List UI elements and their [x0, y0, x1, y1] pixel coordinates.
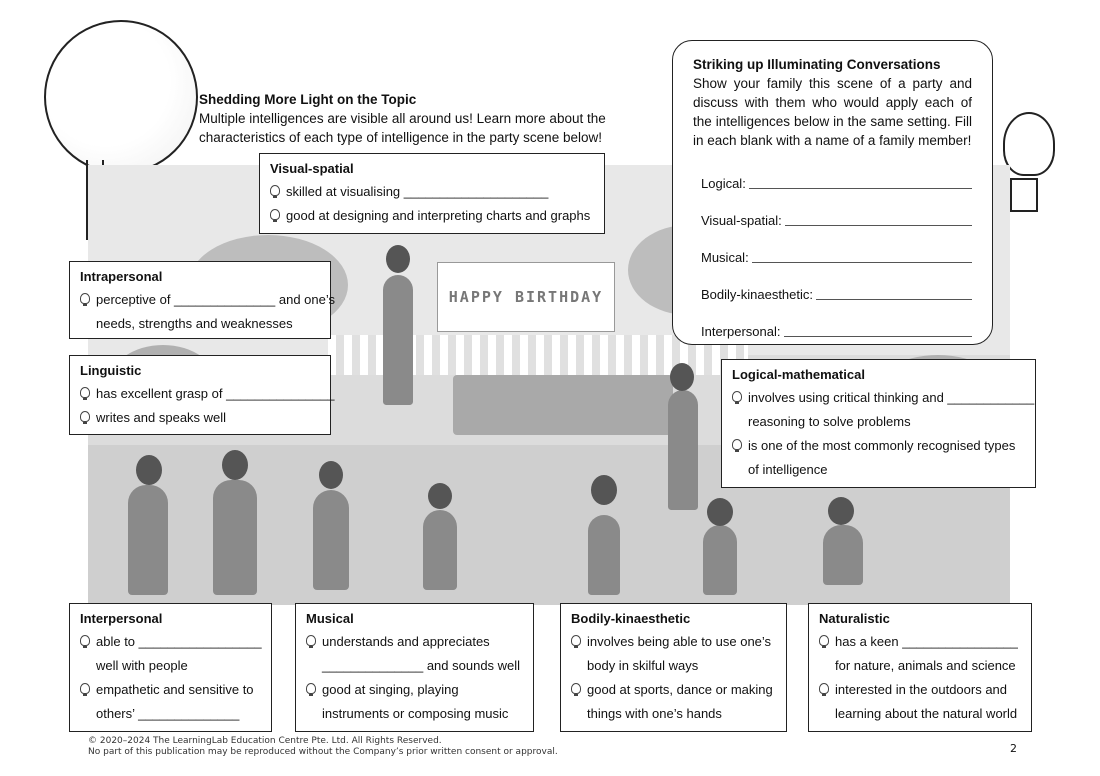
happy-birthday-banner: HAPPY BIRTHDAY — [437, 262, 615, 332]
box-title: Logical-mathematical — [732, 367, 865, 382]
bullet-continuation — [80, 654, 261, 678]
bullet-text: ______________ and sounds well — [322, 658, 521, 673]
musical-box — [295, 603, 534, 732]
bullet-item — [80, 288, 336, 312]
box-title: Intrapersonal — [80, 269, 163, 284]
bullet-text: things with one’s hands — [587, 706, 722, 721]
lightbulb-bullet-icon — [80, 387, 90, 398]
conversation-description: Show your family this scene of a party and discuss with them who would apply each of the intelligences below in the same setting. Fill in each blank with a name of a family member! — [693, 76, 972, 148]
box-title: Interpersonal — [80, 611, 163, 626]
bullet-item — [732, 386, 1035, 410]
bullet-text: reasoning to solve problems — [748, 414, 911, 429]
bullet-text: others’ ______________ — [96, 706, 240, 721]
bullet-item — [80, 382, 335, 406]
fill-in-line[interactable] — [749, 174, 972, 189]
family-member-blank — [693, 174, 972, 193]
lightbulb-bullet-icon — [80, 293, 90, 304]
bullet-text: body in skilful ways — [587, 658, 699, 673]
blank-label: Interpersonal: — [701, 324, 781, 339]
bullet-item — [270, 180, 594, 204]
bullet-item — [270, 204, 594, 228]
bullet-text: has a keen ________________ — [835, 634, 1018, 649]
blank-label: Visual-spatial: — [701, 213, 782, 228]
fill-in-line[interactable] — [785, 211, 972, 226]
box-title: Bodily-kinaesthetic — [571, 611, 691, 626]
bullet-text: for nature, animals and science — [835, 658, 1016, 673]
bullet-item — [732, 434, 1025, 458]
lightbulb-bullet-icon — [80, 411, 90, 422]
bullet-text: of intelligence — [748, 462, 828, 477]
footer — [88, 736, 558, 758]
copyright-notice: No part of this publication may be reproduced without the Company’s prior written consent or approval. — [88, 747, 558, 757]
intro-line: Multiple intelligences are visible all around us! Learn more about the — [199, 111, 606, 126]
interpersonal-box — [69, 603, 272, 732]
conversation-panel — [672, 40, 993, 345]
bullet-continuation — [80, 312, 320, 336]
bullet-text: good at singing, playing — [322, 682, 459, 697]
lightbulb-bullet-icon — [80, 683, 90, 694]
lightbulb-bullet-icon — [270, 209, 280, 220]
bullet-text: is one of the most commonly recognised types — [748, 438, 1016, 453]
bullet-text: needs, strengths and weaknesses — [96, 316, 293, 331]
bullet-continuation — [571, 702, 776, 726]
bullet-text: instruments or composing music — [322, 706, 509, 721]
bullet-item — [306, 630, 523, 654]
bullet-text: involves being able to use one’s — [587, 634, 772, 649]
bullet-continuation — [732, 458, 1025, 482]
lightbulb-bullet-icon — [306, 683, 316, 694]
lightbulb-bullet-icon — [571, 683, 581, 694]
bullet-item — [80, 406, 320, 430]
lightbulb-illustration — [1003, 112, 1055, 176]
bullet-continuation — [819, 654, 1021, 678]
intro-title: Shedding More Light on the Topic — [199, 92, 417, 107]
copyright-text: © 2020–2024 The LearningLab Education Centre Pte. Ltd. All Rights Reserved. — [88, 736, 442, 746]
bullet-text: well with people — [96, 658, 188, 673]
blank-label: Logical: — [701, 176, 746, 191]
box-title: Naturalistic — [819, 611, 890, 626]
lightbulb-bullet-icon — [306, 635, 316, 646]
family-member-blank — [693, 211, 972, 230]
lightbulb-bullet-icon — [819, 683, 829, 694]
naturalistic-box — [808, 603, 1032, 732]
bullet-text: empathetic and sensitive to — [96, 682, 254, 697]
bodily-kinaesthetic-box — [560, 603, 787, 732]
lightbulb-bullet-icon — [80, 635, 90, 646]
bullet-text: has excellent grasp of _______________ — [96, 386, 335, 401]
bullet-text: writes and speaks well — [96, 410, 227, 425]
bullet-text: involves using critical thinking and ____________ — [748, 390, 1035, 405]
bullet-text: understands and appreciates — [322, 634, 490, 649]
globe-illustration — [44, 20, 198, 174]
lightbulb-bullet-icon — [571, 635, 581, 646]
bullet-text: skilled at visualising ____________________ — [286, 184, 549, 199]
bullet-continuation — [819, 702, 1021, 726]
bullet-item — [819, 630, 1021, 654]
box-title: Linguistic — [80, 363, 142, 378]
visual-spatial-box — [259, 153, 605, 234]
bullet-item — [306, 678, 523, 702]
fill-in-line[interactable] — [784, 322, 973, 337]
conversation-title: Striking up Illuminating Conversations — [693, 57, 941, 72]
bullet-text: perceptive of ______________ and one’s — [96, 292, 336, 307]
fill-in-line[interactable] — [816, 285, 972, 300]
lightbulb-bullet-icon — [732, 391, 742, 402]
fill-in-line[interactable] — [752, 248, 972, 263]
bullet-item — [571, 630, 776, 654]
bullet-item — [819, 678, 1021, 702]
bullet-text: interested in the outdoors and — [835, 682, 1008, 697]
logical-mathematical-box — [721, 359, 1036, 488]
lightbulb-bullet-icon — [819, 635, 829, 646]
blank-label: Musical: — [701, 250, 749, 265]
lightbulb-bullet-icon — [270, 185, 280, 196]
bullet-continuation — [306, 702, 523, 726]
bullet-continuation — [732, 410, 1025, 434]
bullet-continuation — [571, 654, 776, 678]
box-title: Visual-spatial — [270, 161, 354, 176]
family-member-blank — [693, 248, 972, 267]
lightbulb-base-illustration — [1010, 178, 1038, 212]
box-title: Musical — [306, 611, 354, 626]
blank-label: Bodily-kinaesthetic: — [701, 287, 813, 302]
family-member-blank — [693, 322, 972, 341]
bullet-item — [80, 630, 261, 654]
bullet-text: learning about the natural world — [835, 706, 1018, 721]
lightbulb-bullet-icon — [732, 439, 742, 450]
bullet-text: good at designing and interpreting charts and graphs — [286, 208, 591, 223]
bullet-text: able to _________________ — [96, 634, 262, 649]
intro-line: characteristics of each type of intelligence in the party scene below! — [199, 130, 602, 145]
bullet-item — [571, 678, 776, 702]
bullet-text: good at sports, dance or making — [587, 682, 773, 697]
intro-section — [199, 90, 606, 147]
bullet-continuation — [80, 702, 261, 726]
bullet-item — [80, 678, 261, 702]
intrapersonal-box — [69, 261, 336, 339]
page-number: 2 — [1010, 742, 1017, 755]
linguistic-box — [69, 355, 335, 435]
family-member-blank — [693, 285, 972, 304]
bullet-continuation — [306, 654, 523, 678]
